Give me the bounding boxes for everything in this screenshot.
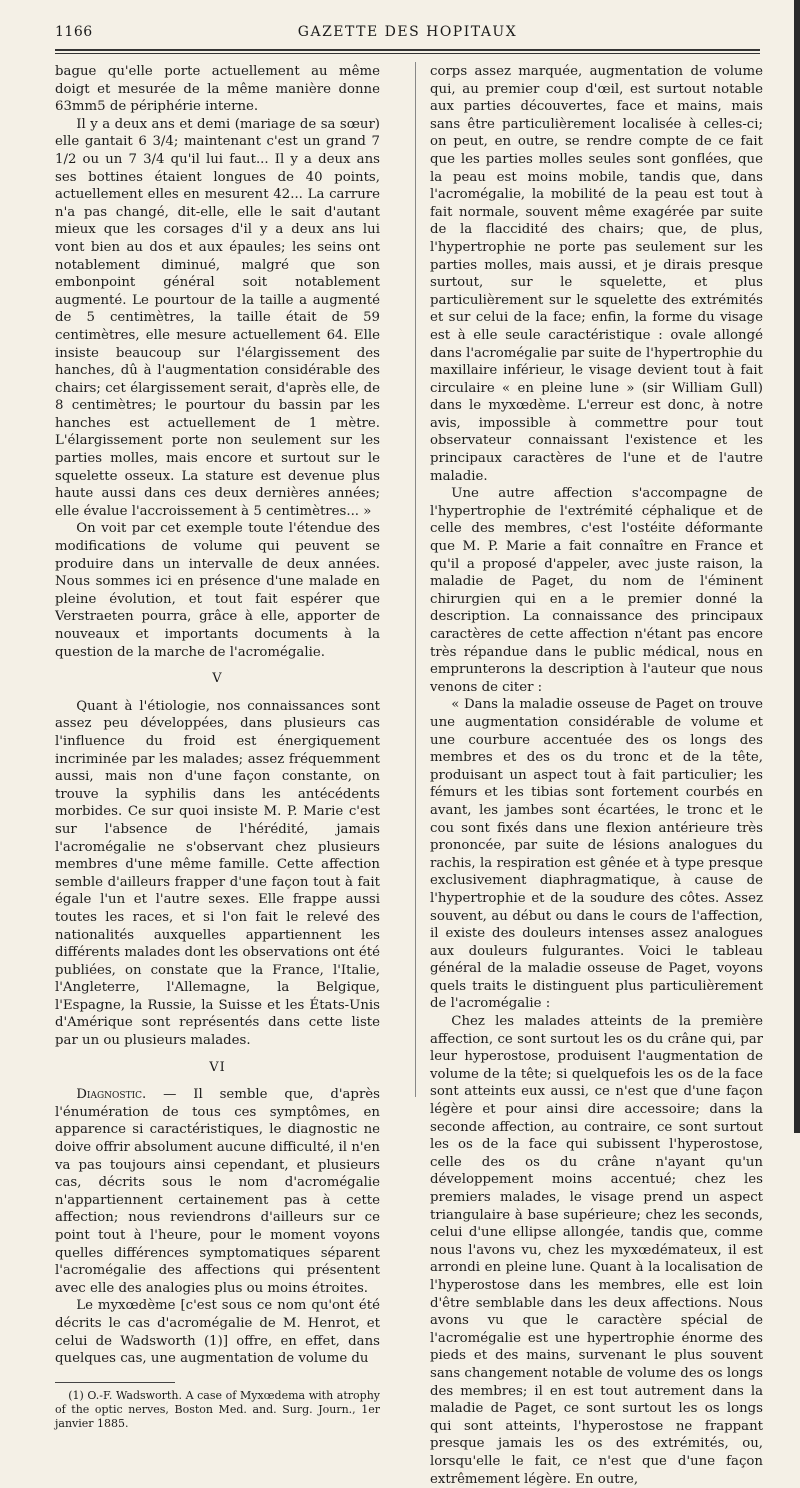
paragraph: corps assez marquée, augmentation de volume qui, au premier coup d'œil, est surtout notable aux parties découvertes, face et mains, mais sans être particulièrement localisée à celles-ci; on peut, en outre, se rendre compte de ce fait que les parties molles seules sont gonflées, que la peau est moins mobile, tandis que, dans l'acromégalie, la mobilité de la peau est tout à fait normale, souvent même exagérée par suite de la flaccidité des chairs; que, de plus, l'hypertrophie ne porte pas seulement sur les parties molles, mais aussi, et je dirais presque surtout, sur le squelette, et plus particulièrement sur le squelette des extrémités et sur celui de la face; enfin, la forme du visage est à elle seule caractéristique : ovale allongé dans l'acromégalie par suite de l'hypertrophie du maxillaire inférieur, le visage devient tout à fait circulaire « en pleine lune » (sir William Gull) dans le myxœdème. L'erreur est donc, à notre avis, impossible à commettre pour tout observateur connaissant l'existence et les principaux caractères de l'une et de l'autre maladie. (430, 64, 763, 484)
footnote-rule (55, 1382, 175, 1383)
paragraph: Quant à l'étiologie, nos connaissances sont assez peu développées, dans plusieurs cas l'influence du froid est énergiquement incriminée par les malades; assez fréquemment aussi, mais non d'une façon constante, on trouve la syphilis dans les antécédents morbides. Ce sur quoi insiste M. P. Marie c'est sur l'absence de l'hérédité, jamais l'acromégalie ne s'observant chez plusieurs membres d'une même famille. Cette affection semble d'ailleurs frapper d'une façon tout à fait égale l'un et l'autre sexes. Elle frappe aussi toutes les races, et si l'on fait le relevé des nationalités auxquelles appartiennent les différents malades dont les observations ont été publiées, on constate que la France, l'Italie, l'Angleterre, l'Allemagne, la Belgique, l'Espagne, la Russie, la Suisse et les États-Unis d'Amérique sont représentés dans cette liste par un ou plusieurs malades. (55, 698, 380, 1049)
paragraph-diagnostic (55, 1086, 380, 1297)
journal-title: GAZETTE DES HOPITAUX (297, 24, 518, 40)
paragraph: Chez les malades atteints de la première affection, ce sont surtout les os du crâne qui, par leur hyperostose, produisent l'augmentation de volume de la tête; si quelquefois les os de la face sont atteints eux aussi, ce n'est que d'une façon légère et pour ainsi dire accessoire; dans la seconde affection, au contraire, ce sont surtout les os de la face qui subissent l'hyperostose, celle des os du crâne n'ayant qu'un développement moins accentué; chez les premiers malades, le visage prend un aspect triangulaire à base supérieure; chez les seconds, celui d'une ellipse allongée, tandis que, comme nous l'avons vu, chez les myxœdémateux, il est arrondi en pleine lune. Quant à la localisation de l'hyperostose dans les membres, elle est loin d'être semblable dans les deux affections. Nous avons vu que le caractère spécial de l'acromégalie est une hypertrophie énorme des pieds et des mains, survenant le plus souvent sans changement notable de volume des os longs des membres; il en est tout autrement dans la maladie de Paget, ce sont surtout les os longs qui sont atteints, l'hyperostose ne frappant presque jamais les os des extrémités, ou, lorsqu'elle le fait, ce n'est que d'une façon extrêmement légère. En outre, (430, 1014, 763, 1487)
left-column (55, 63, 380, 1431)
paragraph: bague qu'elle porte actuellement au même doigt et mesurée de la même manière donne 63mm5 de périphérie interne. (55, 64, 380, 115)
diagnostic-text: — Il semble que, d'après l'énumération de tous ces symptômes, en apparence si caractéristiques, le diagnostic ne doive offrir absolument aucune difficulté, il n'en va pas toujours ainsi cependant, et plusieurs cas, décrits sous le nom d'acromégalie n'appartiennent certainement pas à cette affection; nous reviendrons d'ailleurs sur ce point tout à l'heure, pour le moment voyons quelles différences symptomatiques séparent l'acromégalie des affections qui présentent avec elle des analogies plus ou moins étroites. (55, 1087, 380, 1296)
paragraph: « Dans la maladie osseuse de Paget on trouve une augmentation considérable de volume et une courbure accentuée des os longs des membres et des os du tronc et de la tête, produisant un aspect tout à fait particulier; les fémurs et les tibias sont fortement courbés en avant, les jambes sont écartées, le tronc et le cou sont fixés dans une flexion antérieure très prononcée, par suite de lésions analogues du rachis, la respiration est gênée et à type presque exclusivement diaphragmatique, à cause de l'hypertrophie et de la soudure des côtes. Assez souvent, au début ou dans le cours de l'affection, il existe des douleurs intenses assez analogues aux douleurs fulgurantes. Voici le tableau général de la maladie osseuse de Paget, voyons quels traits le distinguent plus particulièrement de l'acromégalie : (430, 697, 763, 1012)
right-column (430, 63, 763, 1488)
paragraph: Il y a deux ans et demi (mariage de sa sœur) elle gantait 6 3/4; maintenant c'est un grand 7 1/2 ou un 7 3/4 qu'il lui faut... Il y a deux ans ses bottines étaient longues de 40 points, actuellement elles en mesurent 42... La carrure n'a pas changé, dit-elle, elle le sait d'autant mieux que les corsages d'il y a deux ans lui vont bien au dos et aux épaules; les seins ont notablement diminué, malgré que son embonpoint général soit notablement augmenté. Le pourtour de la taille a augmenté de 5 centimètres, la taille était de 59 centimètres, elle mesure actuellement 64. Elle insiste beaucoup sur l'élargissement des hanches, dû à l'augmentation considérable des chairs; cet élargissement serait, d'après elle, de 8 centimètres; le pourtour du bassin par les hanches est actuellement de 1 mètre. L'élargissement porte non seulement sur les parties molles, mais encore et surtout sur le squelette osseux. La stature est devenue plus haute aussi dans ces deux dernières années; elle évalue l'accroissement à 5 centimètres... » (55, 116, 380, 519)
header-rule (55, 49, 760, 54)
paragraph: Le myxœdème [c'est sous ce nom qu'ont été décrits le cas d'acromégalie de M. Henrot, et celui de Wadsworth (1)] offre, en effet, dans quelques cas, une augmentation de volume du (55, 1298, 380, 1367)
footnote: (1) O.-F. Wadsworth. A case of Myxœdema with atrophy of the optic nerves, Boston Med. and. Surg. Journ., 1er janvier 1885. (55, 1388, 380, 1430)
page-number: 1166 (55, 24, 93, 40)
diagnostic-lead: Diagnostic. (76, 1087, 147, 1103)
paragraph: Une autre affection s'accompagne de l'hypertrophie de l'extrémité céphalique et de celle des membres, c'est l'ostéite déformante que M. P. Marie a fait connaître en France et qu'il a proposé d'appeler, avec juste raison, la maladie de Paget, du nom de l'éminent chirurgien qui en a le premier donné la description. La connaissance des principaux caractères de cette affection n'étant pas encore très répandue dans le public médical, nous en emprunterons la description à l'auteur que nous venons de citer : (430, 486, 763, 695)
paragraph: On voit par cet exemple toute l'étendue des modifications de volume qui peuvent se produire dans un intervalle de deux années. Nous sommes ici en présence d'une malade en pleine évolution, et tout fait espérer que Verstraeten pourra, grâce à elle, apporter de nouveaux et importants documents à la question de la marche de l'acromégalie. (55, 521, 380, 660)
section-heading-vi: VI (209, 1059, 226, 1075)
column-divider (415, 62, 416, 1097)
section-heading-v: V (212, 671, 223, 687)
page-header (55, 22, 760, 50)
page-edge (794, 0, 800, 1133)
